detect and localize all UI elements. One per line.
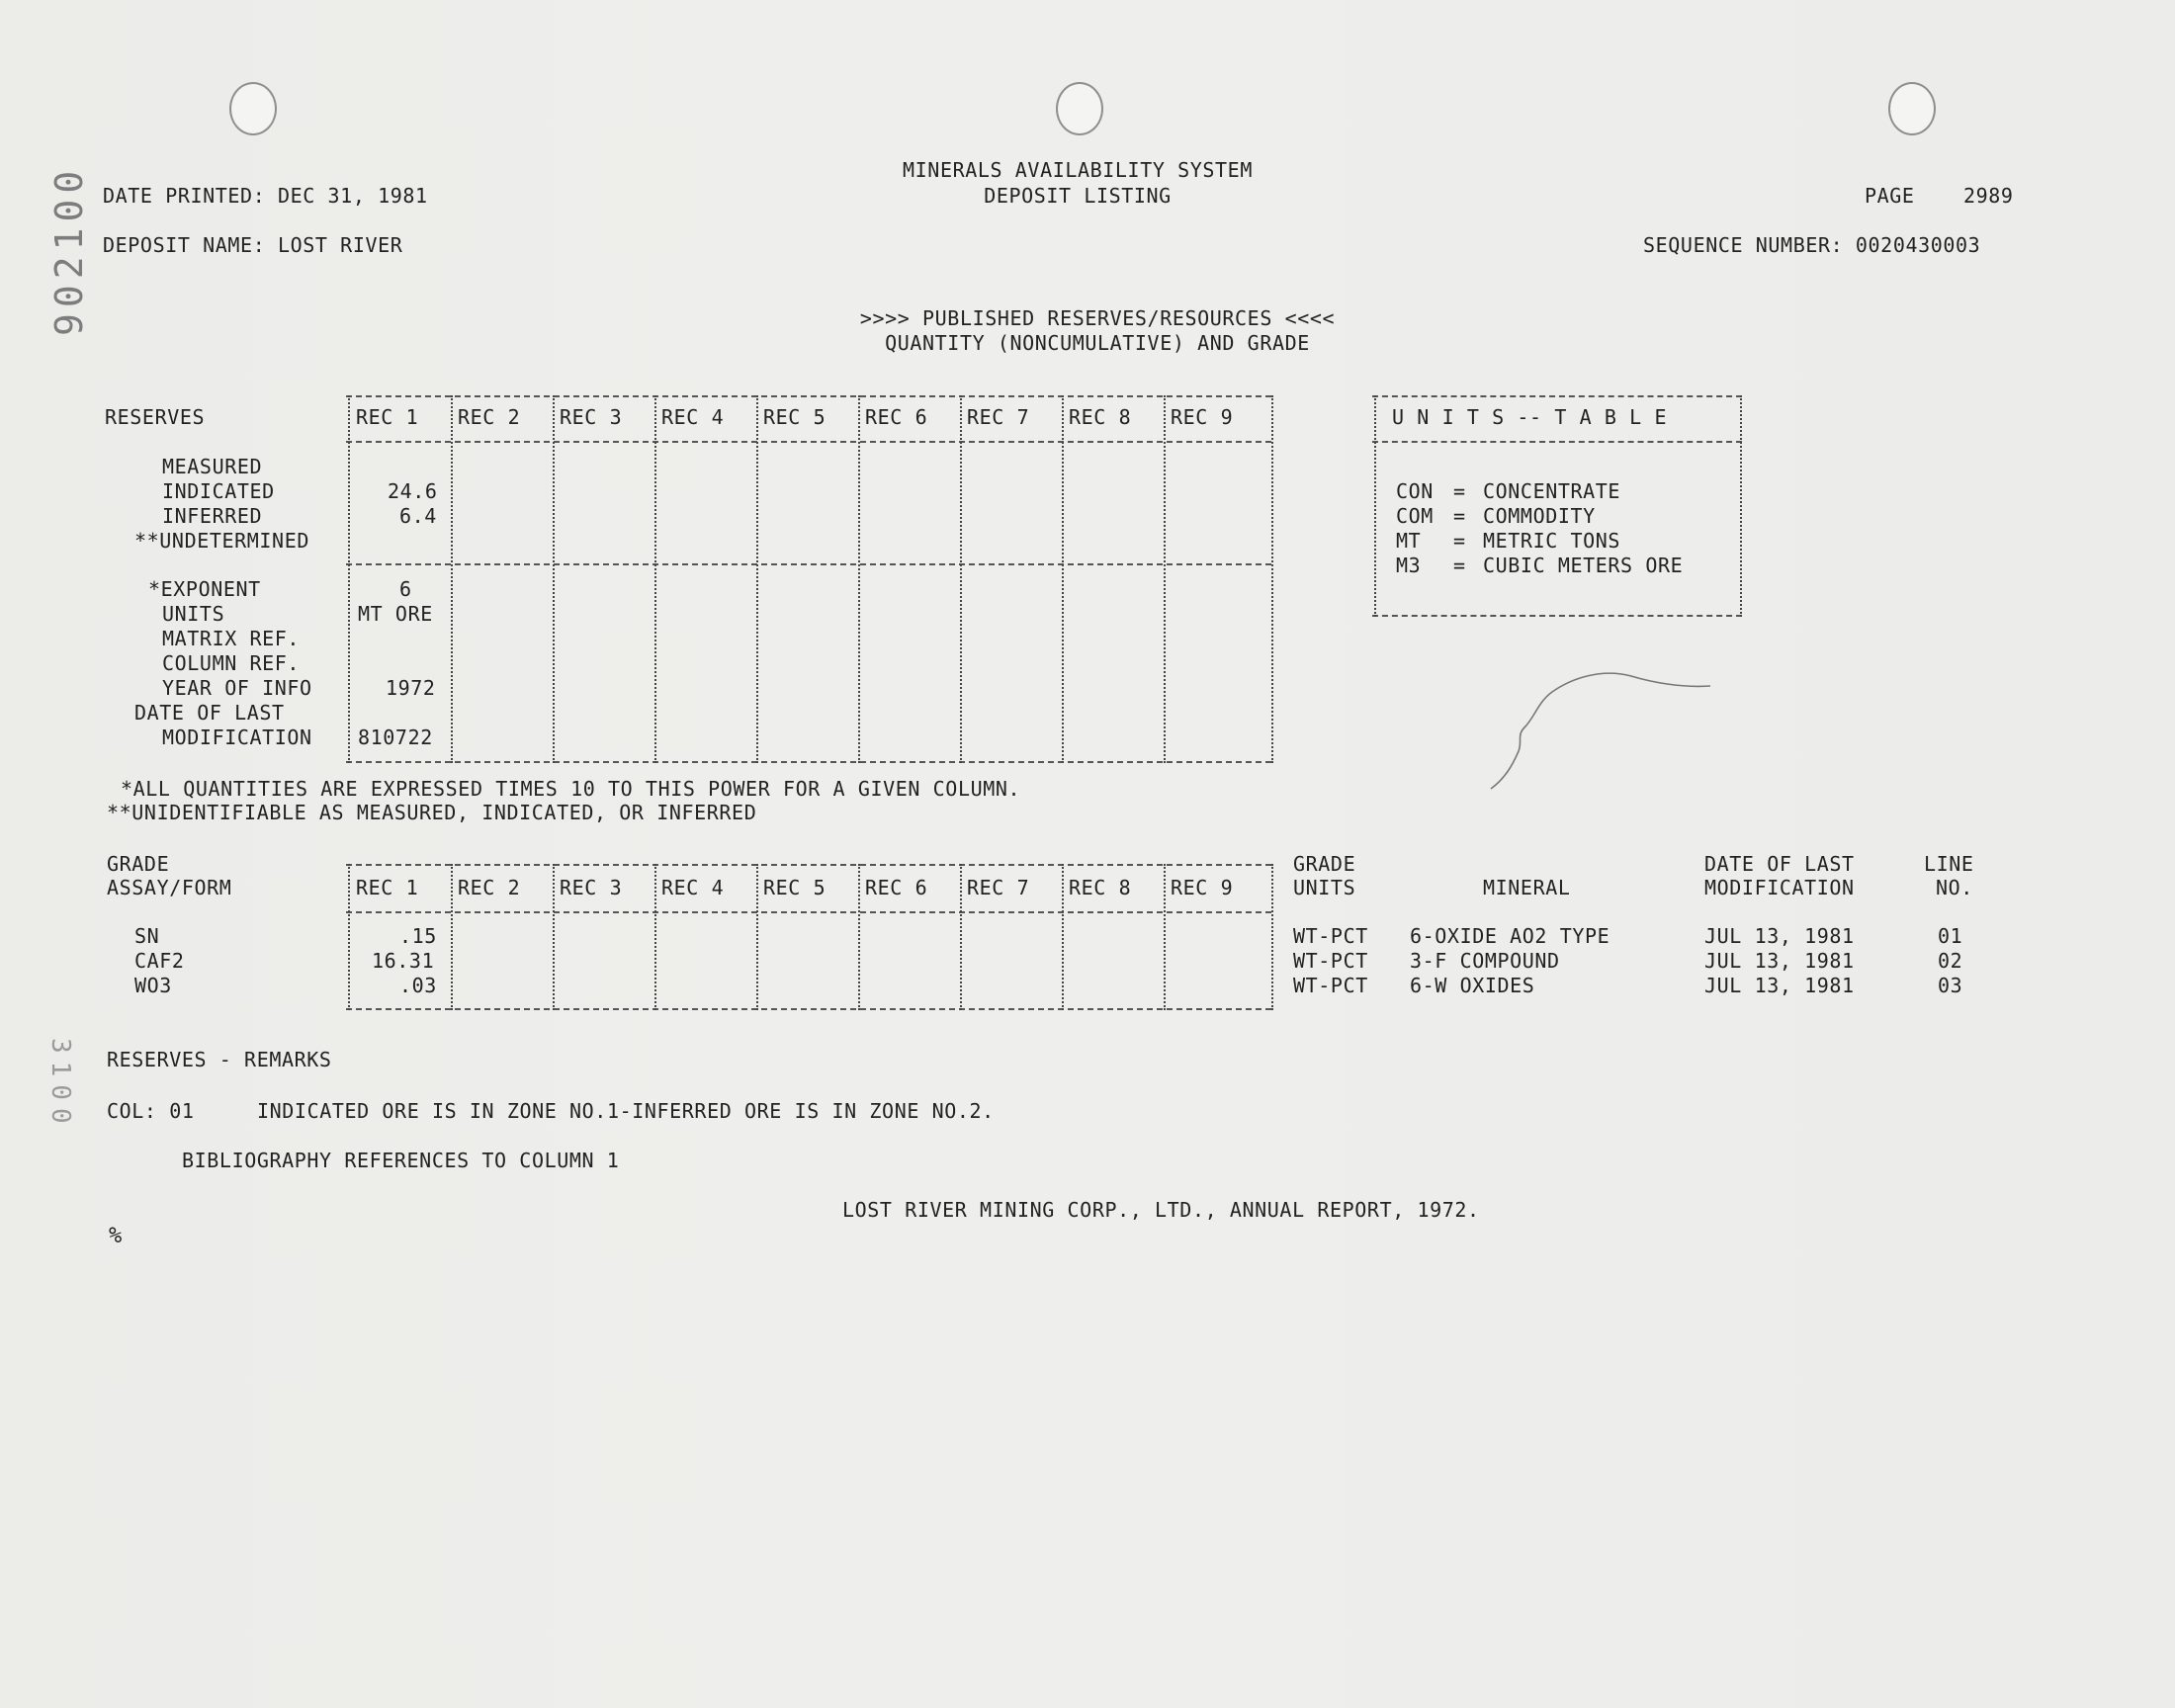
grade-rec1: .03 [399,974,437,997]
modification-date: JUL 13, 1981 [1704,924,1855,948]
col-sep [858,864,860,1010]
row-label: INFERRED [162,504,263,528]
col-sep [1271,864,1273,1010]
remarks-title: RESERVES - REMARKS [107,1048,332,1071]
year-rec1: 1972 [386,676,436,700]
units-table-header-rule [1372,441,1742,443]
pen-scribble [1483,662,1720,801]
date-printed: DATE PRINTED: DEC 31, 1981 [103,184,428,208]
col-header: REC 7 [967,405,1030,429]
col-sep [756,864,758,1010]
col-sep [858,395,860,763]
col-sep [451,395,453,763]
reserves-label: RESERVES [105,405,206,429]
col-header: REC 5 [763,876,826,899]
assay-form-label: ASSAY/FORM [107,876,232,899]
col-sep [960,864,962,1010]
col-sep [348,395,350,763]
grade-units: WT-PCT [1293,949,1368,973]
col-header: REC 4 [661,405,725,429]
units-table-top-rule [1372,395,1742,397]
grade-label: GRADE [107,852,170,876]
col-header: REC 8 [1069,876,1132,899]
col-header: REC 6 [865,405,928,429]
row-label: *EXPONENT [148,577,261,601]
binder-hole-left [229,82,277,135]
page-label: PAGE [1865,184,1915,208]
col-header: REC 3 [560,405,623,429]
line-number: 03 [1938,974,1963,997]
row-label: MATRIX REF. [162,627,301,650]
col-header: REC 1 [356,876,419,899]
reserves-header-rule [346,441,1271,443]
modification-header: MODIFICATION [1704,876,1855,899]
exponent-rec1: 6 [399,577,412,601]
section-title: >>>> PUBLISHED RESERVES/RESOURCES <<<< [859,306,1336,330]
row-label: YEAR OF INFO [162,676,312,700]
grade-units: WT-PCT [1293,974,1368,997]
unit-equals: = [1453,479,1466,503]
col-header: REC 4 [661,876,725,899]
units-rec1: MT ORE [358,602,433,626]
units-table-bottom-rule [1372,615,1742,617]
remarks-col-text: INDICATED ORE IS IN ZONE NO.1-INFERRED ORE IS IN ZONE NO.2. [257,1099,995,1123]
end-of-record-mark: % [109,1224,123,1248]
sequence-number: SEQUENCE NUMBER: 0020430003 [1643,233,1981,257]
col-sep [451,864,453,1010]
binder-hole-right [1888,82,1936,135]
col-header: REC 6 [865,876,928,899]
row-label: UNITS [162,602,225,626]
units-table-side [1740,395,1742,617]
col-sep [654,864,656,1010]
col-header: REC 5 [763,405,826,429]
col-header: REC 9 [1171,405,1234,429]
col-sep [960,395,962,763]
col-sep [348,864,350,1010]
unit-meaning: COMMODITY [1483,504,1596,528]
units-table-side [1374,395,1376,617]
binder-hole-center [1056,82,1103,135]
line-header: LINE [1924,852,1974,876]
col-sep [1062,395,1064,763]
reserves-bottom-rule [346,761,1271,763]
col-sep [1164,864,1166,1010]
mineral-header: MINERAL [1483,876,1571,899]
col-sep [1062,864,1064,1010]
row-label: MODIFICATION [162,726,312,749]
assay-form: SN [134,924,160,948]
grade-units-header: UNITS [1293,876,1356,899]
col-sep [756,395,758,763]
section-subtitle: QUANTITY (NONCUMULATIVE) AND GRADE [885,331,1310,355]
bibliography-title: BIBLIOGRAPHY REFERENCES TO COLUMN 1 [182,1149,620,1172]
deposit-name: DEPOSIT NAME: LOST RIVER [103,233,403,257]
bibliography-entry: LOST RIVER MINING CORP., LTD., ANNUAL REPORT, 1972. [842,1198,1480,1222]
assay-form: WO3 [134,974,172,997]
row-label: **UNDETERMINED [134,529,309,553]
row-label: DATE OF LAST [134,701,285,725]
unit-meaning: CUBIC METERS ORE [1483,554,1684,577]
unit-code: MT [1396,529,1422,553]
modification-date: JUL 13, 1981 [1704,974,1855,997]
modification-date: JUL 13, 1981 [1704,949,1855,973]
col-header: REC 9 [1171,876,1234,899]
system-title: MINERALS AVAILABILITY SYSTEM [903,158,1253,182]
col-header: REC 3 [560,876,623,899]
grade-header-rule [346,911,1271,913]
assay-form: CAF2 [134,949,185,973]
col-header: REC 1 [356,405,419,429]
grade-units-header: GRADE [1293,852,1356,876]
unit-equals: = [1453,504,1466,528]
grade-rec1: 16.31 [372,949,435,973]
margin-mark: 3100 [45,1038,75,1132]
col-sep [654,395,656,763]
mineral: 3-F COMPOUND [1410,949,1560,973]
grade-bottom-rule [346,1008,1271,1010]
modification-rec1: 810722 [358,726,433,749]
units-table-title: U N I T S -- T A B L E [1392,405,1668,429]
row-label: MEASURED [162,455,263,478]
mineral: 6-W OXIDES [1410,974,1535,997]
unit-code: COM [1396,504,1434,528]
reserves-top-rule [346,395,1271,397]
unit-meaning: METRIC TONS [1483,529,1621,553]
col-sep [553,395,555,763]
col-sep [1164,395,1166,763]
reserves-mid-rule [346,563,1271,565]
line-number: 02 [1938,949,1963,973]
grade-top-rule [346,864,1271,866]
row-label: COLUMN REF. [162,651,301,675]
footnote-exponent: *ALL QUANTITIES ARE EXPRESSED TIMES 10 TO THIS POWER FOR A GIVEN COLUMN. [121,777,1021,801]
indicated-rec1: 24.6 [388,479,438,503]
grade-units: WT-PCT [1293,924,1368,948]
date-last-header: DATE OF LAST [1704,852,1855,876]
listing-title: DEPOSIT LISTING [984,184,1172,208]
unit-equals: = [1453,554,1466,577]
row-label: INDICATED [162,479,275,503]
unit-meaning: CONCENTRATE [1483,479,1621,503]
mineral: 6-OXIDE AO2 TYPE [1410,924,1610,948]
col-header: REC 2 [458,405,521,429]
line-no-header: NO. [1936,876,1973,899]
col-header: REC 7 [967,876,1030,899]
col-header: REC 2 [458,876,521,899]
unit-code: CON [1396,479,1434,503]
inferred-rec1: 6.4 [399,504,437,528]
rotated-stamp-number: 902100 [47,164,91,336]
unit-code: M3 [1396,554,1422,577]
remarks-col-label: COL: 01 [107,1099,195,1123]
col-sep [553,864,555,1010]
page-number: 2989 [1963,184,2014,208]
footnote-undetermined: **UNIDENTIFIABLE AS MEASURED, INDICATED, OR INFERRED [107,801,757,824]
col-sep [1271,395,1273,763]
col-header: REC 8 [1069,405,1132,429]
grade-rec1: .15 [399,924,437,948]
unit-equals: = [1453,529,1466,553]
line-number: 01 [1938,924,1963,948]
